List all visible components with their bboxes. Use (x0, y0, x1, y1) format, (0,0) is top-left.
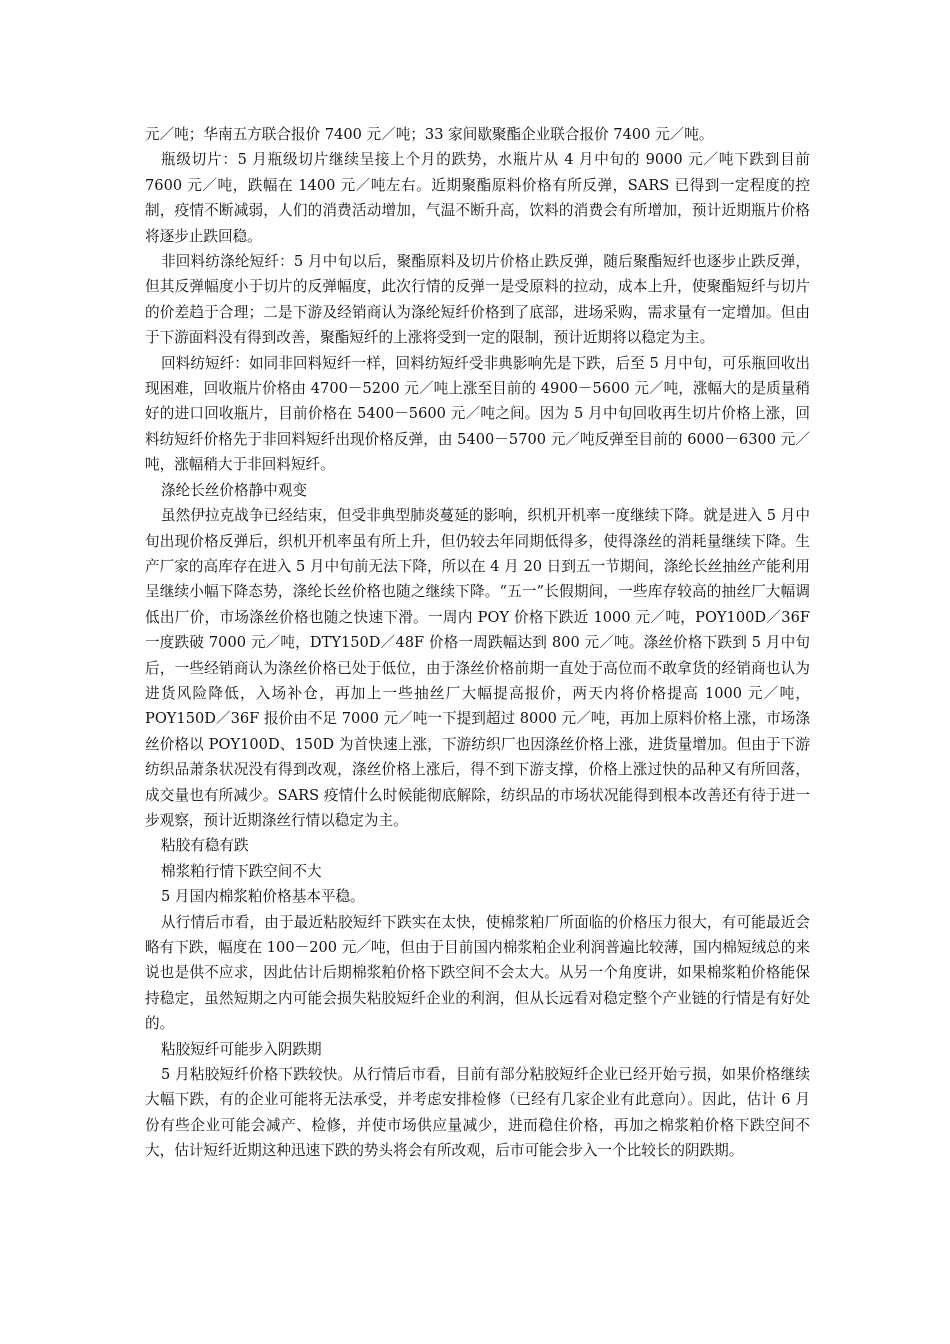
paragraph-recycled-staple: 回料纺短纤：如同非回料短纤一样，回料纺短纤受非典影响先是下跌，后至 5 月中旬，可乐瓶回收出现困难，回收瓶片价格由 4700－5200 元／吨上涨至目前的 4900－5600 元／吨，涨幅大的是质量稍好的进口回收瓶片，目前价格在 5400－5600 元／吨之间。因为 5 月中旬回收再生切片价格上涨，回料纺短纤价格先于非回料短纤出现价格反弹，由 5400－5700 元／吨反弹至目前的 6000－6300 元／吨，涨幅稍大于非回料短纤。 (145, 354, 810, 474)
section-heading-filament: 涤纶长丝价格静中观变 (161, 481, 307, 499)
paragraph-price-continuation: 元／吨；华南五方联合报价 7400 元／吨；33 家间歇聚酯企业联合报价 7400 元／吨。 (145, 126, 714, 143)
paragraph-cotton-pulp-outlook: 从行情后市看，由于最近粘胶短纤下跌实在太快，使棉浆粕厂所面临的价格压力很大，有可能最近会略有下跌，幅度在 100－200 元／吨，但由于目前国内棉浆粕企业利润普遍比较薄，国内棉短绒总的来说也是供不应求，因此估计后期棉浆粕价格下跌空间不会太大。从另一个角度讲，如果棉浆粕价格能保持稳定，虽然短期之内可能会损失粘胶短纤企业的利润，但从长远看对稳定整个产业链的行情是有好处的。 (145, 913, 810, 1033)
subheading-viscose-staple: 粘胶短纤可能步入阴跌期 (161, 1040, 322, 1058)
paragraph-bottle-chips: 瓶级切片：5 月瓶级切片继续呈接上个月的跌势，水瓶片从 4 月中旬的 9000 元／吨下跌到目前 7600 元／吨，跌幅在 1400 元／吨左右。近期聚酯原料价格有所反弹，SARS 已得到一定程度的控制，疫情不断减弱，人们的消费活动增加，气温不断升高，饮料的消费会有所增加，预计近期瓶片价格将逐步止跌回稳。 (145, 151, 810, 245)
subheading-cotton-pulp: 棉浆粕行情下跌空间不大 (161, 862, 322, 880)
section-heading-viscose: 粘胶有稳有跌 (161, 837, 249, 855)
paragraph-non-recycled-staple: 非回料纺涤纶短纤：5 月中旬以后，聚酯原料及切片价格止跌反弹，随后聚酯短纤也逐步止跌反弹，但其反弹幅度小于切片的反弹幅度，此次行情的反弹一是受原料的拉动，成本上升，使聚酯短纤与切片的价差趋于合理；二是下游及经销商认为涤纶短纤价格到了底部，进场采购，需求量有一定增加。但由于下游面料没有得到改善，聚酯短纤的上涨将受到一定的限制，预计近期将以稳定为主。 (145, 253, 810, 347)
paragraph-filament: 虽然伊拉克战争已经结束，但受非典型肺炎蔓延的影响，织机开机率一度继续下降。就是进入 5 月中旬出现价格反弹后，织机开机率虽有所上升，但仍较去年同期低得多，使得涤丝的消耗量继续下降。生产厂家的高库存在进入 5 月中旬前无法下降，所以在 4 月 20 日到五一节期间，涤纶长丝抽丝产能利用呈继续小幅下降态势，涤纶长丝价格也随之继续下降。“五一”长假期间，一些库存较高的抽丝厂大幅调低出厂价，市场涤丝价格也随之快速下滑。一周内 POY 价格下跌近 1000 元／吨，POY100D／36F 一度跌破 7000 元／吨，DTY150D／48F 价格一周跌幅达到 800 元／吨。涤丝价格下跌到 5 月中旬后，一些经销商认为涤丝价格已处于低位，由于涤丝价格前期一直处于高位而不敢拿货的经销商也认为进货风险降低，入场补仓，再加上一些抽丝厂大幅提高报价，两天内将价格提高 1000 元／吨，POY150D／36F 报价由不足 7000 元／吨一下提到超过 8000 元／吨，再加上原料价格上涨，市场涤丝价格以 POY100D、150D 为首快速上涨，下游纺织厂也因涤丝价格上涨，进货量增加。但由于下游纺织品萧条状况没有得到改观，涤丝价格上涨后，得不到下游支撑，价格上涨过快的品种又有所回落，成交量也有所减少。SARS 疫情什么时候能彻底解除，纺织品的市场状况能得到根本改善还有待于进一步观察，预计近期涤丝行情以稳定为主。 (145, 507, 810, 829)
paragraph-cotton-pulp-may: 5 月国内棉浆粕价格基本平稳。 (161, 888, 365, 906)
document-body (145, 122, 810, 1164)
paragraph-viscose-staple: 5 月粘胶短纤价格下跌较快。从行情后市看，目前有部分粘胶短纤企业已经开始亏损，如果价格继续大幅下跌，有的企业可能将无法承受，并考虑安排检修（已经有几家企业有此意向）。因此，估计 6 月份有些企业可能会减产、检修，并使市场供应量减少，进而稳住价格，再加之棉浆粕价格下跌空间不大，估计短纤近期这种迅速下跌的势头将会有所改观，后市可能会步入一个比较长的阴跌期。 (145, 1066, 810, 1160)
